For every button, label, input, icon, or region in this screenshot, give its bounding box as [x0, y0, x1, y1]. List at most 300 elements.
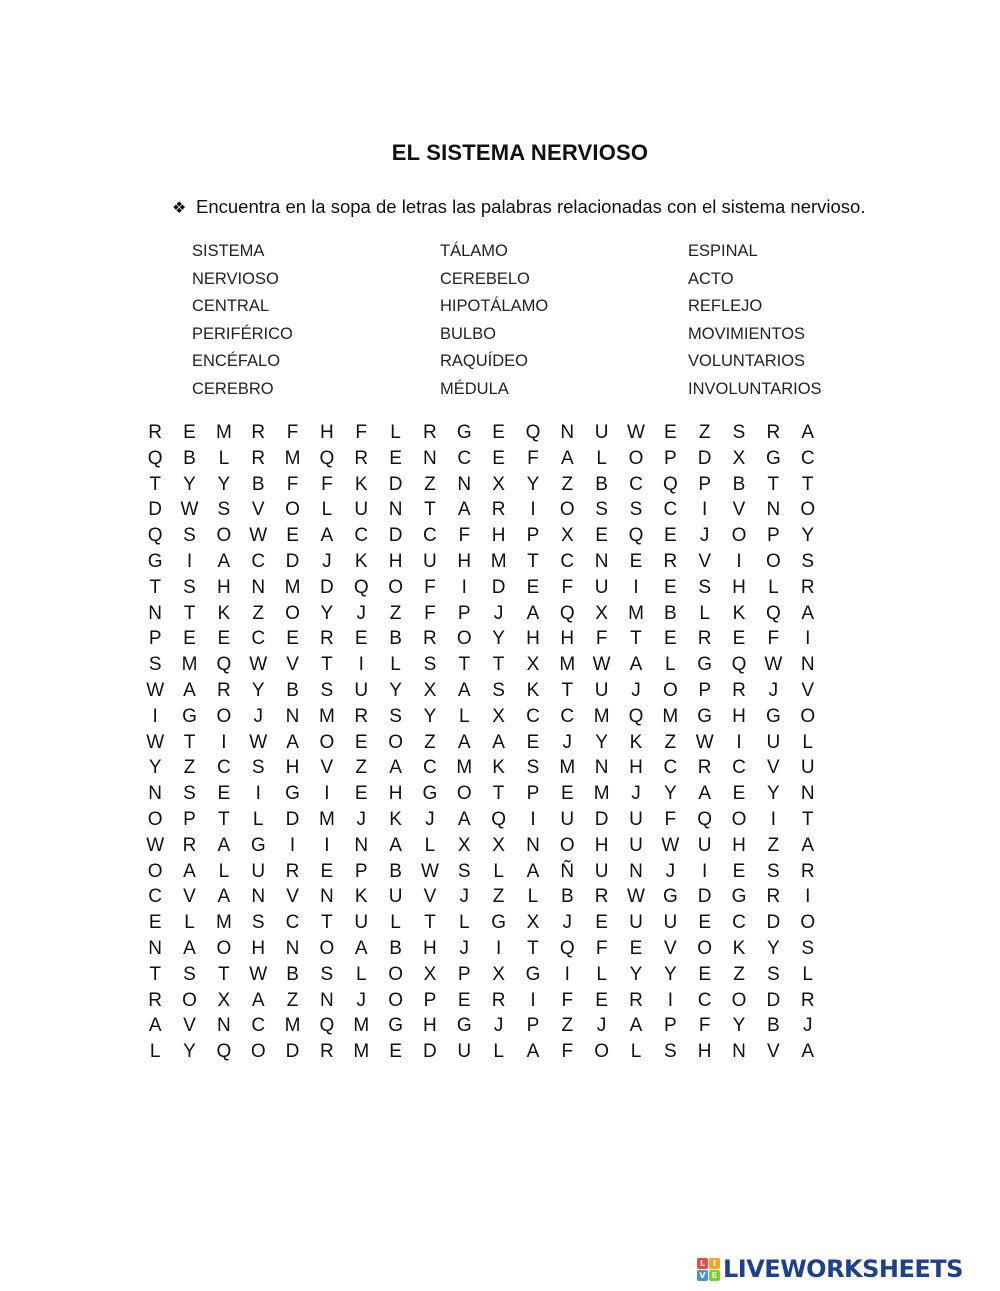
grid-letter: G — [491, 912, 506, 934]
grid-letter: B — [663, 602, 677, 624]
grid-letter: Z — [561, 473, 574, 495]
grid-letter: O — [182, 989, 197, 1011]
grid-letter: H — [216, 576, 231, 598]
diamond-bullet-icon: ❖ — [172, 198, 187, 217]
grid-letter: R — [697, 757, 712, 779]
grid-letter: F — [321, 473, 333, 495]
grid-letter: G — [731, 886, 747, 908]
grid-letter: W — [146, 679, 165, 701]
grid-letter: L — [355, 963, 367, 985]
grid-letter: D — [491, 576, 506, 598]
grid-letter: Q — [697, 808, 713, 830]
grid-letter: H — [732, 576, 746, 598]
grid-letter: T — [424, 499, 436, 521]
grid-letter: I — [289, 834, 296, 856]
grid-letter: Q — [731, 654, 747, 676]
grid-letter: L — [630, 1041, 642, 1063]
grid-letter: Q — [628, 705, 644, 727]
grid-letter: L — [458, 912, 470, 934]
grid-letter: O — [559, 834, 575, 856]
grid-letter: O — [319, 937, 335, 959]
grid-letter: A — [251, 989, 265, 1011]
grid-letter: L — [424, 834, 436, 856]
grid-letter: S — [320, 963, 334, 985]
grid-letter: D — [388, 525, 403, 547]
grid-letter: O — [800, 705, 816, 727]
grid-letter: K — [217, 602, 231, 624]
grid-letter: D — [697, 447, 712, 469]
grid-letter: O — [285, 602, 300, 624]
grid-letter: D — [285, 550, 300, 572]
grid-letter: M — [318, 705, 335, 727]
grid-letter: O — [731, 989, 747, 1011]
grid-letter: Z — [286, 989, 299, 1011]
grid-letter: T — [527, 550, 539, 572]
grid-letter: M — [559, 757, 576, 779]
grid-letter: C — [251, 550, 266, 572]
grid-letter: W — [180, 499, 199, 521]
grid-letter: K — [354, 886, 368, 908]
grid-letter: X — [732, 447, 746, 469]
grid-letter: B — [389, 628, 402, 650]
logo-badge-letter: V — [697, 1270, 708, 1281]
grid-letter: W — [627, 422, 645, 443]
grid-letter: G — [697, 705, 713, 727]
grid-letter: I — [495, 937, 502, 959]
grid-letter: M — [456, 757, 473, 779]
grid-letter: L — [802, 731, 813, 753]
grid-letter: L — [252, 808, 264, 830]
grid-letter: I — [633, 576, 639, 598]
grid-letter: U — [629, 912, 643, 934]
grid-letter: F — [561, 989, 574, 1011]
grid-letter: X — [217, 989, 231, 1011]
grid-letter: U — [354, 679, 369, 701]
grid-letter: R — [663, 550, 678, 572]
grid-letter: W — [249, 731, 268, 753]
grid-letter: L — [596, 963, 607, 985]
grid-letter: E — [389, 447, 402, 469]
grid-letter: R — [491, 499, 506, 521]
grid-letter: A — [629, 1015, 643, 1037]
grid-letter: A — [286, 731, 299, 753]
grid-letter: T — [149, 576, 161, 598]
grid-letter: Q — [559, 937, 575, 959]
word-item: BULBO — [440, 324, 496, 343]
grid-letter: H — [526, 628, 540, 650]
grid-letter: E — [663, 422, 677, 443]
grid-letter: H — [594, 834, 609, 856]
grid-letter: Y — [526, 473, 540, 495]
grid-letter: L — [390, 912, 401, 934]
grid-letter: A — [492, 731, 505, 753]
grid-letter: C — [354, 525, 369, 547]
grid-letter: Y — [663, 783, 677, 805]
grid-letter: L — [184, 912, 195, 934]
grid-letter: G — [182, 705, 197, 727]
grid-letter: R — [251, 422, 266, 443]
grid-letter: E — [732, 628, 746, 650]
grid-letter: J — [562, 731, 573, 753]
grid-letter: C — [732, 912, 746, 934]
grid-letter: S — [492, 679, 505, 701]
word-item: MOVIMIENTOS — [688, 324, 806, 343]
grid-letter: R — [629, 989, 643, 1011]
grid-letter: N — [594, 550, 609, 572]
grid-letter: L — [390, 654, 401, 676]
grid-letter: R — [732, 679, 746, 701]
grid-letter: L — [527, 886, 539, 908]
grid-letter: T — [458, 654, 471, 676]
grid-letter: G — [422, 783, 438, 805]
grid-letter: V — [663, 937, 677, 959]
grid-letter: A — [629, 654, 643, 676]
grid-letter: J — [699, 525, 710, 547]
grid-letter: M — [353, 1015, 370, 1037]
logo-badge-letter: L — [697, 1258, 708, 1269]
grid-letter: A — [183, 860, 196, 882]
grid-letter: L — [768, 576, 779, 598]
grid-letter: S — [148, 654, 162, 676]
grid-letter: C — [285, 912, 300, 934]
grid-letter: D — [320, 576, 334, 598]
grid-letter: T — [801, 808, 814, 830]
word-item: ENCÉFALO — [192, 352, 281, 370]
grid-letter: I — [255, 783, 261, 805]
grid-letter: U — [251, 860, 266, 882]
grid-letter: L — [596, 447, 607, 469]
grid-letter: J — [768, 679, 779, 701]
word-item: INVOLUNTARIOS — [688, 379, 822, 398]
grid-letter: T — [321, 654, 333, 676]
grid-letter: M — [181, 654, 198, 676]
grid-letter: B — [389, 937, 402, 959]
grid-letter: Z — [183, 757, 196, 779]
grid-letter: I — [805, 628, 811, 650]
grid-letter: A — [801, 1041, 815, 1063]
grid-letter: X — [560, 525, 574, 547]
grid-letter: G — [147, 550, 163, 572]
grid-letter: S — [320, 679, 334, 701]
grid-letter: M — [593, 783, 610, 805]
grid-letter: L — [493, 1041, 504, 1063]
grid-letter: P — [148, 628, 162, 650]
word-item: VOLUNTARIOS — [688, 352, 806, 370]
grid-letter: W — [627, 886, 645, 908]
grid-letter: E — [217, 628, 231, 650]
grid-letter: R — [320, 628, 334, 650]
grid-letter: E — [629, 550, 643, 572]
grid-letter: X — [526, 654, 540, 676]
grid-letter: L — [218, 447, 230, 469]
grid-letter: E — [354, 628, 368, 650]
grid-letter: H — [697, 1041, 712, 1063]
grid-letter: M — [284, 576, 301, 598]
grid-letter: F — [355, 422, 368, 443]
grid-letter: U — [354, 912, 369, 934]
grid-letter: Ñ — [560, 860, 575, 882]
grid-letter: K — [354, 473, 368, 495]
grid-letter: P — [354, 860, 368, 882]
grid-letter: H — [285, 757, 300, 779]
grid-letter: Q — [491, 808, 506, 830]
logo-badge-letter: I — [709, 1258, 720, 1269]
grid-letter: E — [732, 783, 746, 805]
grid-letter: E — [183, 422, 196, 443]
grid-letter: F — [595, 628, 608, 650]
grid-letter: C — [148, 886, 163, 908]
grid-letter: C — [423, 757, 437, 779]
grid-letter: N — [423, 447, 437, 469]
grid-letter: S — [526, 757, 540, 779]
grid-letter: X — [423, 679, 437, 701]
grid-letter: S — [801, 550, 815, 572]
grid-letter: R — [182, 834, 197, 856]
grid-letter: U — [663, 912, 678, 934]
grid-letter: Y — [801, 525, 815, 547]
word-item: CEREBRO — [192, 379, 274, 398]
grid-letter: D — [423, 1041, 437, 1063]
grid-letter: F — [595, 937, 608, 959]
grid-letter: S — [183, 576, 196, 598]
grid-letter: T — [183, 731, 196, 753]
grid-letter: I — [530, 808, 536, 830]
grid-letter: O — [388, 576, 403, 598]
grid-letter: P — [663, 447, 677, 469]
grid-letter: V — [183, 886, 196, 908]
grid-letter: O — [731, 808, 747, 830]
grid-letter: C — [423, 525, 437, 547]
grid-letter: A — [526, 1041, 540, 1063]
grid-letter: C — [457, 447, 472, 469]
grid-letter: R — [216, 679, 231, 701]
grid-letter: Z — [733, 963, 745, 985]
grid-letter: J — [356, 808, 366, 830]
grid-letter: O — [559, 499, 575, 521]
grid-letter: O — [319, 731, 335, 753]
grid-letter: T — [492, 654, 505, 676]
grid-letter: Z — [424, 473, 436, 495]
grid-letter: D — [148, 499, 163, 521]
grid-letter: S — [663, 1041, 677, 1063]
grid-letter: F — [286, 422, 299, 443]
grid-letter: U — [354, 499, 369, 521]
letter-grid — [138, 420, 825, 1065]
grid-letter: A — [389, 834, 402, 856]
grid-letter: M — [215, 912, 232, 934]
grid-letter: K — [354, 550, 368, 572]
grid-letter: Y — [492, 628, 505, 650]
grid-letter: N — [251, 886, 266, 908]
grid-letter: X — [492, 473, 505, 495]
logo-badge-icon — [697, 1258, 720, 1281]
grid-letter: M — [318, 808, 335, 830]
grid-letter: V — [251, 499, 265, 521]
grid-letter: Q — [525, 422, 541, 443]
grid-letter: A — [698, 783, 712, 805]
grid-letter: O — [216, 705, 232, 727]
grid-letter: E — [698, 912, 712, 934]
grid-letter: S — [251, 757, 265, 779]
grid-letter: R — [423, 422, 437, 443]
grid-letter: V — [423, 886, 437, 908]
grid-letter: J — [631, 783, 641, 805]
grid-letter: E — [595, 912, 608, 934]
grid-letter: P — [457, 602, 471, 624]
grid-letter: C — [663, 757, 678, 779]
grid-letter: O — [697, 937, 713, 959]
grid-letter: J — [665, 860, 676, 882]
grid-letter: B — [286, 679, 299, 701]
grid-letter: J — [493, 602, 504, 624]
word-item: PERIFÉRICO — [192, 324, 293, 343]
grid-letter: T — [183, 602, 196, 624]
grid-letter: P — [663, 1015, 677, 1037]
grid-letter: T — [218, 963, 230, 985]
grid-letter: Y — [251, 679, 265, 701]
grid-letter: J — [356, 602, 366, 624]
grid-letter: T — [527, 937, 539, 959]
grid-letter: A — [217, 550, 231, 572]
instruction — [172, 196, 865, 218]
grid-letter: I — [736, 550, 742, 572]
grid-letter: E — [286, 525, 299, 547]
grid-letter: S — [698, 576, 712, 598]
grid-letter: L — [802, 963, 813, 985]
word-column — [440, 240, 688, 405]
grid-letter: Z — [698, 422, 711, 443]
word-column — [192, 240, 440, 405]
grid-letter: H — [560, 628, 575, 650]
grid-letter: O — [731, 525, 747, 547]
grid-letter: D — [388, 473, 403, 495]
grid-letter: Q — [319, 1015, 335, 1037]
grid-letter: A — [801, 602, 815, 624]
grid-letter: E — [492, 422, 505, 443]
grid-letter: B — [389, 860, 402, 882]
grid-letter: W — [764, 654, 783, 676]
grid-letter: L — [458, 705, 470, 727]
grid-letter: N — [800, 654, 815, 676]
grid-letter: S — [732, 422, 746, 443]
grid-letter: B — [732, 473, 746, 495]
grid-letter: X — [492, 705, 505, 727]
grid-letter: E — [492, 447, 505, 469]
grid-letter: J — [356, 989, 366, 1011]
grid-letter: M — [284, 1015, 301, 1037]
grid-letter: W — [661, 834, 680, 856]
grid-letter: S — [389, 705, 402, 727]
grid-letter: P — [526, 783, 540, 805]
grid-letter: F — [664, 808, 677, 830]
grid-letter: E — [286, 628, 299, 650]
instruction-text: Encuentra en la sopa de letras las palabras relacionadas con el sistema nervioso. — [196, 196, 866, 217]
grid-letter: N — [285, 937, 300, 959]
grid-letter: Z — [252, 602, 264, 624]
grid-letter: E — [663, 525, 677, 547]
grid-letter: O — [388, 731, 403, 753]
grid-letter: D — [285, 808, 300, 830]
grid-letter: O — [456, 783, 472, 805]
grid-letter: O — [147, 808, 163, 830]
grid-letter: Q — [765, 602, 781, 624]
grid-letter: P — [767, 525, 780, 547]
grid-letter: T — [801, 473, 814, 495]
grid-letter: R — [354, 705, 369, 727]
grid-letter: G — [765, 705, 781, 727]
grid-letter: U — [594, 422, 609, 443]
grid-letter: R — [354, 447, 369, 469]
grid-letter: J — [802, 1015, 813, 1037]
grid-letter: M — [593, 705, 610, 727]
grid-letter: I — [186, 550, 193, 572]
grid-letter: L — [321, 499, 333, 521]
grid-letter: J — [253, 705, 263, 727]
grid-letter: P — [698, 473, 712, 495]
grid-letter: P — [423, 989, 437, 1011]
grid-letter: R — [148, 989, 163, 1011]
grid-letter: H — [732, 834, 746, 856]
grid-letter: E — [389, 1041, 402, 1063]
grid-letter: A — [526, 602, 540, 624]
grid-letter: H — [457, 550, 472, 572]
grid-letter: E — [595, 525, 608, 547]
grid-letter: U — [594, 576, 609, 598]
grid-letter: H — [732, 705, 746, 727]
grid-letter: E — [526, 731, 540, 753]
grid-letter: Y — [423, 705, 437, 727]
grid-letter: K — [492, 757, 505, 779]
grid-letter: N — [320, 989, 334, 1011]
grid-letter: X — [423, 963, 437, 985]
grid-letter: I — [324, 834, 330, 856]
grid-letter: S — [183, 525, 196, 547]
grid-letter: R — [766, 422, 781, 443]
grid-letter: J — [631, 679, 641, 701]
grid-letter: M — [215, 422, 232, 443]
grid-letter: A — [457, 499, 471, 521]
grid-letter: G — [765, 447, 781, 469]
grid-letter: E — [148, 912, 162, 934]
grid-letter: Z — [424, 731, 436, 753]
grid-letter: G — [285, 783, 300, 805]
grid-letter: N — [354, 834, 369, 856]
grid-letter: Q — [216, 654, 232, 676]
logo-badge-letter: E — [709, 1270, 720, 1281]
grid-letter: G — [456, 1015, 472, 1037]
grid-letter: I — [358, 654, 364, 676]
grid-letter: H — [491, 525, 506, 547]
grid-letter: B — [560, 886, 574, 908]
grid-letter: I — [702, 860, 708, 882]
grid-letter: H — [251, 937, 266, 959]
grid-letter: K — [389, 808, 402, 830]
grid-letter: L — [218, 860, 230, 882]
grid-letter: E — [183, 628, 196, 650]
grid-letter: E — [698, 963, 712, 985]
grid-letter: S — [423, 654, 437, 676]
grid-letter: J — [459, 886, 470, 908]
grid-letter: X — [492, 834, 505, 856]
grid-letter: N — [560, 422, 575, 443]
grid-letter: F — [458, 525, 471, 547]
grid-letter: M — [490, 550, 507, 572]
word-item: REFLEJO — [688, 297, 763, 315]
grid-letter: S — [251, 912, 265, 934]
grid-letter: D — [594, 808, 609, 830]
grid-letter: H — [320, 422, 334, 443]
grid-letter: N — [526, 834, 540, 856]
